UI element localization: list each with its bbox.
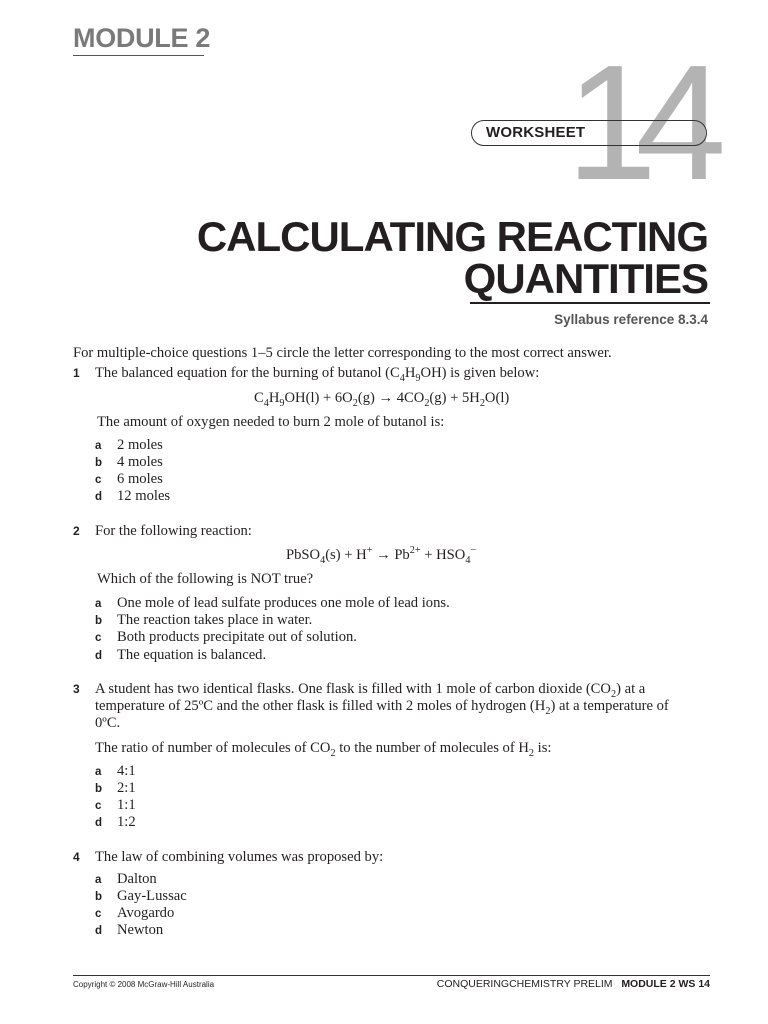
question-number: 3 — [73, 682, 80, 696]
option-text: 1:1 — [117, 797, 136, 813]
page-title-line-1: CALCULATING REACTING — [196, 213, 708, 260]
question-3-prompt: The ratio of number of molecules of $CO_2$ to the number of molecules of $H_2$ is: — [95, 740, 552, 759]
question-1-prompt: The amount of oxygen needed to burn 2 mole of butanol is: — [97, 414, 445, 430]
instructions: For multiple-choice questions 1–5 circle the letter corresponding to the most correct answer. — [73, 345, 612, 361]
option-letter: c — [95, 632, 102, 644]
module-underline — [73, 55, 204, 56]
worksheet-number: 14 — [566, 31, 705, 214]
option-letter: a — [95, 440, 102, 452]
option-text: The reaction takes place in water. — [117, 612, 313, 628]
question-2-prompt: Which of the following is NOT true? — [97, 571, 314, 587]
option-letter: d — [95, 650, 103, 662]
option-letter: a — [95, 766, 102, 778]
option-text: Avogardo — [117, 905, 175, 921]
option-text: 1:2 — [117, 814, 136, 830]
question-1-stem: The balanced equation for the burning of butanol $(C_4H_9OH)$ is given below: — [95, 365, 540, 384]
question-2-stem: For the following reaction: — [95, 523, 252, 539]
option-text: Newton — [117, 922, 164, 938]
option-text: The equation is balanced. — [117, 647, 267, 663]
question-2-equation: PbSO$_4$(s) + $H^+ \to Pb^{2+} + HSO_4^-$ — [286, 545, 477, 566]
option-letter: d — [95, 817, 103, 829]
option-text: One mole of lead sulfate produces one mole of lead ions. — [117, 595, 450, 611]
footer-book-reference: CONQUERINGCHEMISTRY PRELIM MODULE 2 WS 14 — [436, 978, 710, 990]
option-letter: d — [95, 925, 103, 937]
worksheet-label: WORKSHEET — [486, 124, 586, 141]
module-label: MODULE 2 — [73, 23, 211, 53]
question-3-stem-line-2: temperature of 25ºC and the other flask is filled with 2 moles of hydrogen $(H_2)$ at a temperature of — [95, 698, 669, 717]
question-number: 4 — [73, 850, 80, 864]
question-3-stem-line-1: A student has two identical flasks. One flask is filled with 1 mole of carbon dioxide $(CO_2)$ at a — [95, 681, 646, 700]
question-number: 2 — [73, 524, 80, 538]
option-text: Both products precipitate out of solution. — [117, 629, 357, 645]
syllabus-reference: Syllabus reference 8.3.4 — [554, 312, 708, 327]
footer-rule — [73, 975, 710, 976]
option-letter: a — [95, 874, 102, 886]
option-letter: c — [95, 474, 102, 486]
question-3-stem-line-3: 0ºC. — [95, 715, 121, 731]
question-4-stem: The law of combining volumes was proposed by: — [95, 849, 384, 865]
option-letter: c — [95, 908, 102, 920]
option-text: 12 moles — [117, 488, 171, 504]
option-text: Gay-Lussac — [117, 888, 187, 904]
option-text: Dalton — [117, 871, 157, 887]
option-text: 2:1 — [117, 780, 136, 796]
question-number: 1 — [73, 366, 80, 380]
option-letter: d — [95, 491, 103, 503]
option-letter: c — [95, 800, 102, 812]
footer-copyright: Copyright © 2008 McGraw-Hill Australia — [73, 980, 215, 989]
option-text: 4 moles — [117, 454, 163, 470]
option-letter: b — [95, 891, 103, 903]
option-letter: b — [95, 783, 103, 795]
title-underline — [470, 302, 710, 304]
question-1-equation: $C_4H_9OH(l) + 6O_2(g) \to 4CO_2(g) + 5H_2O(l)$ — [254, 390, 510, 409]
option-letter: a — [95, 598, 102, 610]
page-title-line-2: QUANTITIES — [463, 255, 708, 302]
option-text: 4:1 — [117, 763, 136, 779]
option-letter: b — [95, 615, 103, 627]
option-letter: b — [95, 457, 103, 469]
option-text: 6 moles — [117, 471, 163, 487]
option-text: 2 moles — [117, 437, 163, 453]
